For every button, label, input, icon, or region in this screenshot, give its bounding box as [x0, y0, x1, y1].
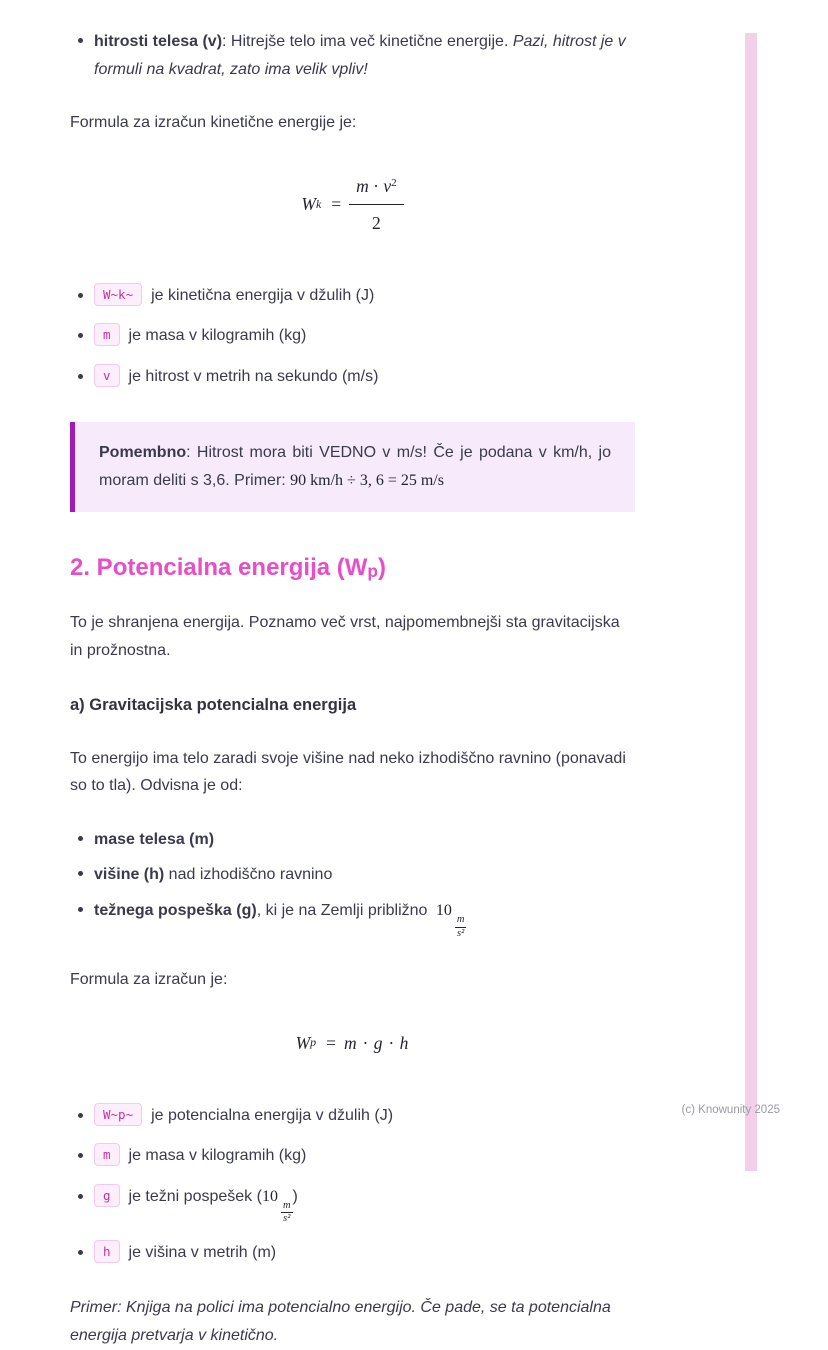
fraction-denominator: 2 [372, 212, 381, 233]
gravity-int: 10 [435, 901, 452, 919]
bullet-bold-label: hitrosti telesa (v) [94, 33, 223, 50]
dep-bold: mase telesa (m) [94, 830, 215, 848]
document-content [70, 28, 635, 1350]
fraction-numerator [349, 171, 404, 205]
heading-text-close: ) [377, 554, 386, 582]
equals-sign: = [331, 194, 342, 215]
formula-symbol: W [295, 1032, 311, 1053]
potential-energy-formula [70, 1028, 635, 1058]
gravity-fraction-den: s² [457, 927, 465, 939]
page-edge-strip [745, 33, 757, 1171]
potential-description: To energijo ima telo zaradi svoje višine nad neko izhodiščno ravnino (ponavadi so to tla). Odvisna je od: [70, 749, 626, 795]
callout-title: Pomembno [99, 444, 187, 462]
dep-text: nad izhodiščno ravnino [164, 866, 333, 884]
term-text: je masa v kilogramih (kg) [128, 327, 307, 345]
var-v: v [383, 175, 392, 196]
sub-heading-gravitational: a) Gravitacijska potencialna energija [70, 695, 357, 714]
equals-sign: = [326, 1032, 337, 1053]
term-text: je masa v kilogramih (kg) [128, 1147, 307, 1165]
term-text: je težni pospešek ( [128, 1187, 262, 1205]
term-text-close: ) [292, 1187, 298, 1205]
copyright-footer: (c) Knowunity 2025 [681, 1104, 780, 1116]
gravity-fraction-num: m [281, 1200, 293, 1214]
callout-text [99, 439, 611, 495]
code-badge-v: v [94, 364, 120, 387]
gravity-value [435, 901, 467, 939]
list-item [70, 28, 635, 83]
term-text: je hitrost v metrih na sekundo (m/s) [128, 367, 379, 385]
formula-subscript: p [310, 1035, 317, 1050]
dep-text: , ki je na Zemlji približno [256, 901, 432, 919]
term-text: je višina v metrih (m) [128, 1243, 277, 1261]
term-text: je kinetična energija v džulih (J) [151, 286, 375, 304]
potential-intro: To je shranjena energija. Poznamo več vrst, najpomembnejši sta gravitacijska in prožnostna. [70, 614, 620, 659]
list-item [70, 826, 635, 854]
code-badge-m: m [94, 323, 120, 346]
heading-text: 2. Potencialna energija (W [70, 554, 368, 582]
code-badge-wk: W~k~ [94, 283, 142, 306]
kinetic-energy-formula [70, 171, 635, 238]
gravity-value [261, 1187, 293, 1225]
gravity-int: 10 [261, 1187, 278, 1205]
bullet-text: : Hitrejše telo ima več kinetične energije. [222, 33, 513, 50]
callout-body: : Hitrost mora biti VEDNO v m/s! Če je podana v km/h, jo moram deliti s 3,6. Primer: [99, 444, 611, 490]
speed-bullet-list [70, 28, 635, 83]
gravity-fraction [455, 914, 467, 940]
formula-rhs: m · g · h [344, 1032, 410, 1053]
kinetic-formula-intro: Formula za izračun kinetične energije je: [70, 114, 357, 132]
bullet-italic-note: Pazi, hitrost je v formuli na kvadrat, zato ima velik vpliv! [94, 33, 626, 78]
code-badge-h: h [94, 1240, 120, 1263]
exponent: 2 [391, 176, 397, 189]
gravity-fraction [281, 1200, 293, 1226]
list-item [70, 363, 635, 391]
section-heading-potential-energy [70, 552, 635, 583]
example-paragraph: Primer: Knjiga na polici ima potencialno energijo. Če pade, se ta potencialna energija pretvarja v kinetično. [70, 1299, 611, 1344]
fraction [349, 171, 404, 238]
important-callout [70, 422, 635, 512]
code-badge-m: m [94, 1143, 120, 1166]
dep-bold: višine (h) [94, 866, 165, 884]
potential-term-list [70, 1102, 635, 1267]
list-item [70, 282, 635, 310]
code-badge-g: g [94, 1184, 120, 1207]
term-text: je potencialna energija v džulih (J) [151, 1106, 394, 1124]
list-item [70, 861, 635, 889]
list-item [70, 322, 635, 350]
list-item [70, 897, 635, 940]
kinetic-term-list [70, 282, 635, 391]
gravity-fraction-den: s² [283, 1213, 291, 1225]
heading-subscript: p [367, 561, 378, 582]
dep-bold: težnega pospeška (g) [94, 901, 257, 919]
gravity-fraction-num: m [455, 914, 467, 928]
dependency-list [70, 826, 635, 940]
dot-operator: · [373, 175, 379, 196]
list-item [70, 1142, 635, 1170]
formula-subscript: k [315, 196, 322, 211]
list-item [70, 1239, 635, 1267]
potential-formula-intro: Formula za izračun je: [70, 971, 228, 989]
formula-symbol: W [301, 194, 316, 215]
list-item [70, 1183, 635, 1226]
code-badge-wp: W~p~ [94, 1103, 142, 1126]
list-item [70, 1102, 635, 1130]
var-m: m [356, 175, 369, 196]
callout-math: 90 km/h ÷ 3, 6 = 25 m/s [290, 472, 444, 490]
